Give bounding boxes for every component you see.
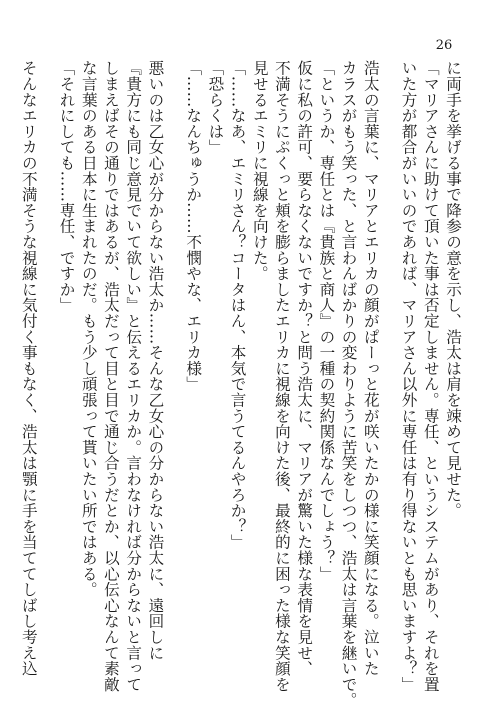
page-number: 26 [435, 38, 453, 53]
text-line: しまえばその通りではあるが、浩太だって目と目で通じ合うだとか、以心伝心なんて素敵 [101, 60, 120, 692]
text-line: 「というか、専任とは『貴族と商人』の一種の契約関係なんでしょう？」 [317, 60, 336, 582]
text-line: 不満そうにぷくっと頬を膨らましたエリカに視線を向けた後、最終的に困った様な笑顔を [272, 60, 291, 692]
text-line: 浩太の言葉に、マリアとエリカの顔がぱーっと花が咲いたかの様に笑顔になる。泣いた [361, 60, 380, 677]
text-line: 「……なあ、エミリさん？コータはん、本気で言うてるんやろか？」 [228, 60, 247, 550]
text-line: いた方が都合がいいのであれば、マリアさん以外に専任は有り得ないとも思いますよ？」 [399, 60, 418, 692]
text-line: 仮に私の許可、要らなくないですか？と問う浩太に、マリアが驚いた様な表情を見せ、 [295, 60, 314, 677]
text-line: 「それにしても……専任、ですか」 [57, 60, 76, 313]
text-line: 悪いのは乙女心が分からない浩太か……そんな乙女心の分からない浩太に、遠回しに [146, 60, 165, 661]
text-line: な言葉のある日本に生まれたのだ。もう少し頑張って貰いたい所ではある。 [79, 60, 98, 598]
text-line: カラスがもう笑った、と言わんばかりの変わりように苦笑をしつつ、浩太は言葉を継いで。 [339, 60, 358, 708]
text-line: 「恐らくは」 [206, 60, 225, 155]
text-line: 『貴方にも同じ意見でいて欲しい』と伝えるエリカか。言わなければ分からないと言って [124, 60, 143, 692]
text-line: 「マリアさんに助けて頂いた事は否定しません。専任、というシステムがあり、それを置 [421, 60, 440, 692]
text-line: 見せるエミリに視線を向けた。 [250, 60, 269, 282]
text-line: そんなエリカの不満そうな視線に気付く事もなく、浩太は顎に手を当ててしばし考え込 [19, 60, 38, 677]
text-line: に両手を挙げる事で降参の意を示し、浩太は肩を竦めて見せた。 [444, 60, 462, 519]
text-line: 「……なんちゅうか……不憫やな、エリカ様」 [184, 60, 203, 392]
novel-text-body [19, 60, 464, 708]
